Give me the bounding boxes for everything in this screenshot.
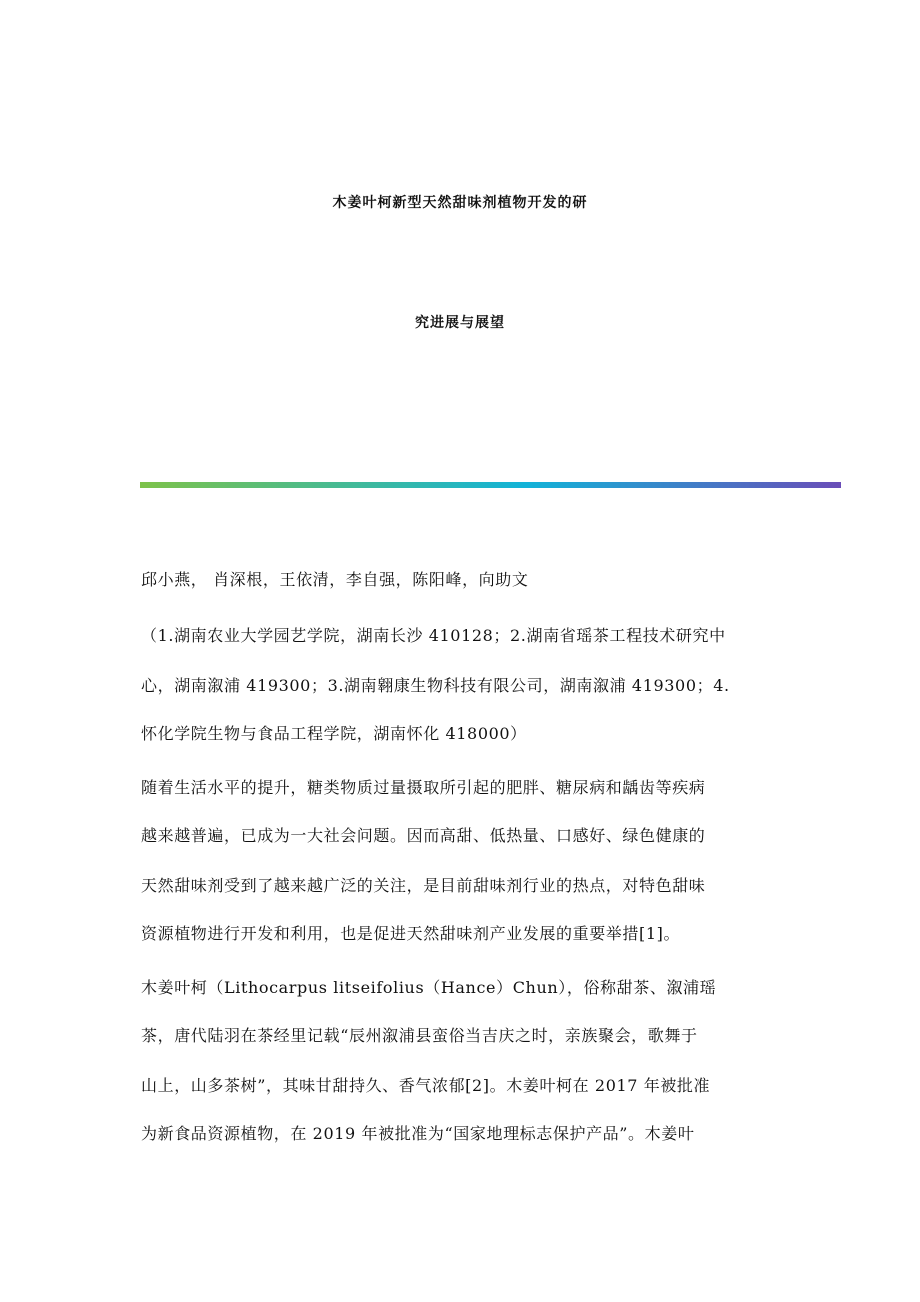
paragraph-line: 随着生活水平的提升，糖类物质过量摄取所引起的肥胖、糖尿病和龋齿等疾病 bbox=[141, 778, 706, 797]
paragraph-line: 资源植物进行开发和利用，也是促进天然甜味剂产业发展的重要举措[1]。 bbox=[141, 924, 681, 943]
affiliation-line: （1.湖南农业大学园艺学院，湖南长沙 410128；2.湖南省瑶茶工程技术研究中 bbox=[141, 626, 726, 645]
authors-line: 邱小燕， 肖深根，王依清，李自强，陈阳峰，向助文 bbox=[141, 570, 529, 589]
paragraph-line: 天然甜味剂受到了越来越广泛的关注，是目前甜味剂行业的热点，对特色甜味 bbox=[141, 876, 706, 895]
paragraph-line: 山上，山多茶树”，其味甘甜持久、香气浓郁[2]。木姜叶柯在 2017 年被批准 bbox=[141, 1076, 711, 1095]
paragraph-line: 茶，唐代陆羽在茶经里记载“辰州溆浦县蛮俗当吉庆之时，亲族聚会，歌舞于 bbox=[141, 1026, 698, 1045]
paragraph-line: 越来越普遍，已成为一大社会问题。因而高甜、低热量、口感好、绿色健康的 bbox=[141, 826, 706, 845]
paragraph-line: 为新食品资源植物，在 2019 年被批准为“国家地理标志保护产品”。木姜叶 bbox=[141, 1124, 695, 1143]
title-line-2: 究进展与展望 bbox=[415, 315, 505, 331]
affiliation-line: 心，湖南溆浦 419300；3.湖南翱康生物科技有限公司，湖南溆浦 419300；4. bbox=[141, 676, 730, 695]
paragraph-line: 木姜叶柯（Lithocarpus litseifolius（Hance）Chun），俗称甜茶、溆浦瑶 bbox=[141, 978, 717, 997]
gradient-divider bbox=[140, 482, 841, 488]
title-line-1: 木姜叶柯新型天然甜味剂植物开发的研 bbox=[332, 195, 588, 211]
affiliation-line: 怀化学院生物与食品工程学院，湖南怀化 418000） bbox=[141, 724, 527, 743]
